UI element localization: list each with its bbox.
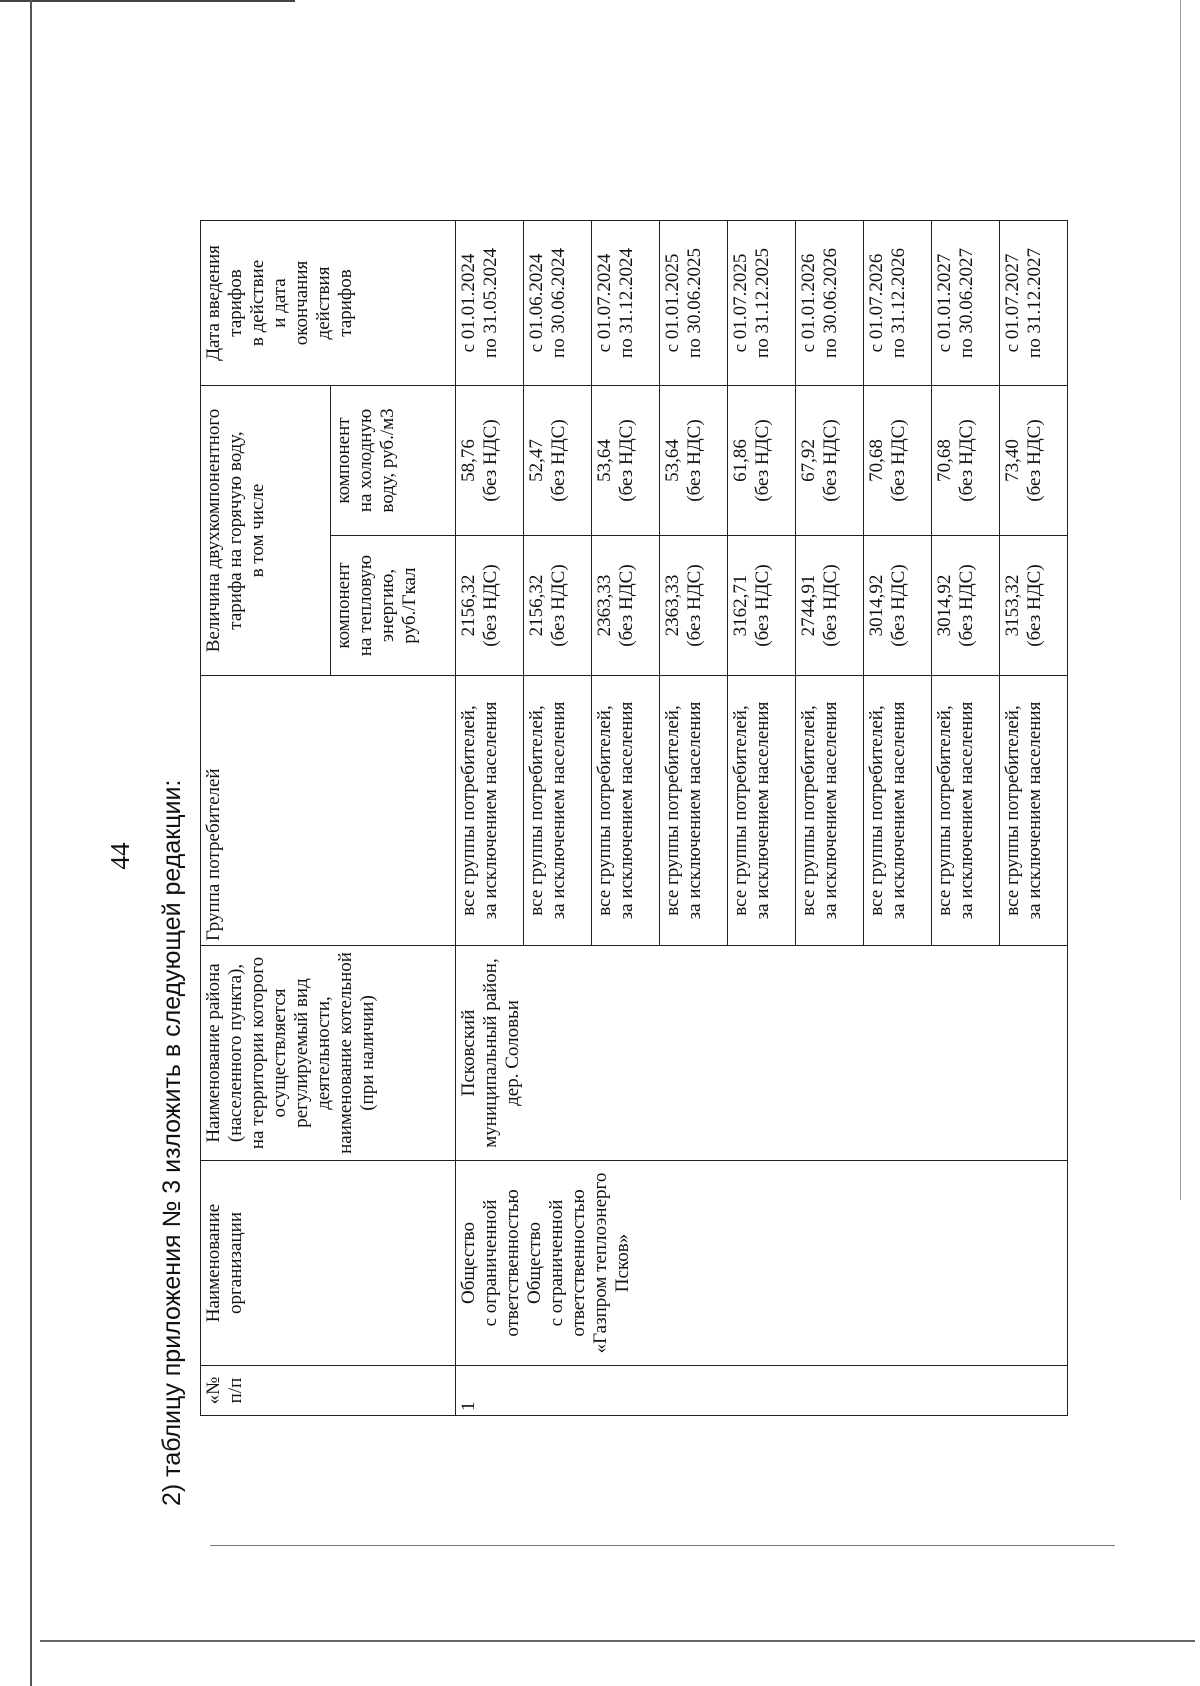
- cold-component-value: 70,68 (без НДС): [864, 386, 932, 536]
- header-row: [201, 221, 331, 1416]
- intro-text: 2) таблицу приложения № 3 изложить в следующей редакции:: [158, 779, 186, 1506]
- consumer-group: все группы потребителей, за исключением населения: [456, 676, 524, 946]
- cold-component-value: 70,68 (без НДС): [932, 386, 1000, 536]
- consumer-group: все группы потребителей, за исключением населения: [728, 676, 796, 946]
- header-heat-component: компонент на тепловую энергию, руб./Гкал: [331, 536, 456, 676]
- header-dates: Дата введения тарифов в действие и дата окончания действия тарифов: [201, 221, 456, 386]
- district-name: Псковский муниципальный район, дер. Соловьи: [456, 946, 1068, 1161]
- cold-component-value: 67,92 (без НДС): [796, 386, 864, 536]
- table-row: [456, 221, 524, 1416]
- heat-component-value: 3014,92 (без НДС): [864, 536, 932, 676]
- consumer-group: все группы потребителей, за исключением населения: [660, 676, 728, 946]
- heat-component-value: 2156,32 (без НДС): [524, 536, 592, 676]
- tariff-period: с 01.01.2027 по 30.06.2027: [932, 221, 1000, 386]
- heat-component-value: 2744,91 (без НДС): [796, 536, 864, 676]
- tariff-table: [200, 220, 1068, 1416]
- consumer-group: все группы потребителей, за исключением населения: [592, 676, 660, 946]
- heat-component-value: 2363,33 (без НДС): [592, 536, 660, 676]
- organization-name: Общество с ограниченной ответственностью Общество с ограниченной ответственностью «Газпром теплоэнерго Псков»: [456, 1161, 1068, 1366]
- header-tariff: Величина двухкомпонентного тарифа на горячую воду, в том числе: [201, 386, 331, 676]
- tariff-period: с 01.01.2026 по 30.06.2026: [796, 221, 864, 386]
- header-organization: Наименование организации: [201, 1161, 456, 1366]
- heat-component-value: 3014,92 (без НДС): [932, 536, 1000, 676]
- consumer-group: все группы потребителей, за исключением населения: [932, 676, 1000, 946]
- header-district: Наименование района (населенного пункта), на территории которого осуществляется регулируемый вид деятельности, наименование котельной (при наличии): [201, 946, 456, 1161]
- page-number: 44: [105, 842, 135, 870]
- cold-component-value: 53,64 (без НДС): [592, 386, 660, 536]
- heat-component-value: 3162,71 (без НДС): [728, 536, 796, 676]
- cold-component-value: 58,76 (без НДС): [456, 386, 524, 536]
- consumer-group: все группы потребителей, за исключением населения: [796, 676, 864, 946]
- header-group: Группа потребителей: [201, 676, 456, 946]
- tariff-period: с 01.07.2027 по 31.12.2027: [1000, 221, 1068, 386]
- tariff-period: с 01.01.2025 по 30.06.2025: [660, 221, 728, 386]
- cold-component-value: 73,40 (без НДС): [1000, 386, 1068, 536]
- header-num: «№ п/п: [201, 1366, 456, 1416]
- heat-component-value: 3153,32 (без НДС): [1000, 536, 1068, 676]
- cold-component-value: 53,64 (без НДС): [660, 386, 728, 536]
- cold-component-value: 61,86 (без НДС): [728, 386, 796, 536]
- consumer-group: все группы потребителей, за исключением населения: [524, 676, 592, 946]
- heat-component-value: 2156,32 (без НДС): [456, 536, 524, 676]
- consumer-group: все группы потребителей, за исключением населения: [864, 676, 932, 946]
- row-number: 1: [456, 1366, 1068, 1416]
- tariff-period: с 01.07.2024 по 31.12.2024: [592, 221, 660, 386]
- tariff-period: с 01.07.2026 по 31.12.2026: [864, 221, 932, 386]
- consumer-group: все группы потребителей, за исключением населения: [1000, 676, 1068, 946]
- tariff-period: с 01.01.2024 по 31.05.2024: [456, 221, 524, 386]
- heat-component-value: 2363,33 (без НДС): [660, 536, 728, 676]
- tariff-period: с 01.07.2025 по 31.12.2025: [728, 221, 796, 386]
- header-cold-component: компонент на холодную воду, руб./м3: [331, 386, 456, 536]
- tariff-table-body: [201, 221, 1068, 1416]
- tariff-period: с 01.06.2024 по 30.06.2024: [524, 221, 592, 386]
- cold-component-value: 52,47 (без НДС): [524, 386, 592, 536]
